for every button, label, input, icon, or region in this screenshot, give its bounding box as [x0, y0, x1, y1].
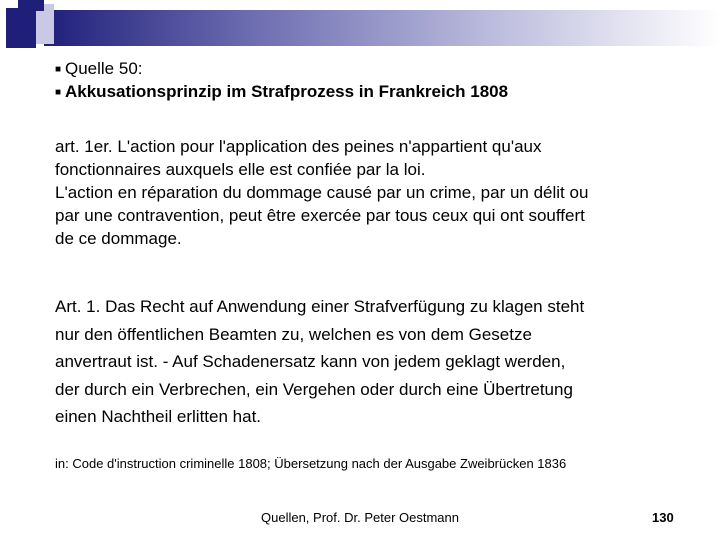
- german-translation-text: [55, 293, 695, 431]
- text-line: der durch ein Verbrechen, ein Vergehen oder durch eine Übertretung: [55, 379, 573, 399]
- heading-line-2: [55, 81, 508, 104]
- french-source-text: [55, 135, 695, 250]
- heading-line-1: [55, 58, 508, 81]
- text-line: par une contravention, peut être exercée par tous ceux qui ont souffert: [55, 206, 585, 225]
- square-bullet-icon: ■: [55, 87, 62, 98]
- slide-heading: [55, 58, 508, 104]
- text-line: art. 1er. L'action pour l'application des peines n'appartient qu'aux: [55, 137, 542, 156]
- footer-author: Quellen, Prof. Dr. Peter Oestmann: [261, 510, 459, 525]
- source-citation: in: Code d'instruction criminelle 1808; Übersetzung nach der Ausgabe Zweibrücken 1836: [55, 456, 567, 471]
- text-line: de ce dommage.: [55, 229, 182, 248]
- decor-square-dark: [6, 8, 36, 48]
- text-line: fonctionnaires auxquels elle est confiée par la loi.: [55, 160, 426, 179]
- text-line: L'action en réparation du dommage causé par un crime, par un délit ou: [55, 183, 589, 202]
- square-bullet-icon: ■: [55, 64, 62, 75]
- text-line: Art. 1. Das Recht auf Anwendung einer Strafverfügung zu klagen steht: [55, 297, 585, 316]
- header-gradient-bar: [44, 10, 720, 46]
- heading-source-label: Quelle 50:: [65, 59, 143, 78]
- decor-bar-top: [18, 0, 44, 11]
- page-number: 130: [652, 510, 674, 525]
- heading-topic-title: Akkusationsprinzip im Strafprozess in Frankreich 1808: [65, 82, 509, 101]
- text-line: einen Nachtheil erlitten hat.: [55, 407, 262, 426]
- text-line: nur den öffentlichen Beamten zu, welchen es von dem Gesetze: [55, 324, 532, 344]
- text-line: anvertraut ist. - Auf Schadenersatz kann von jedem geklagt werden,: [55, 352, 566, 371]
